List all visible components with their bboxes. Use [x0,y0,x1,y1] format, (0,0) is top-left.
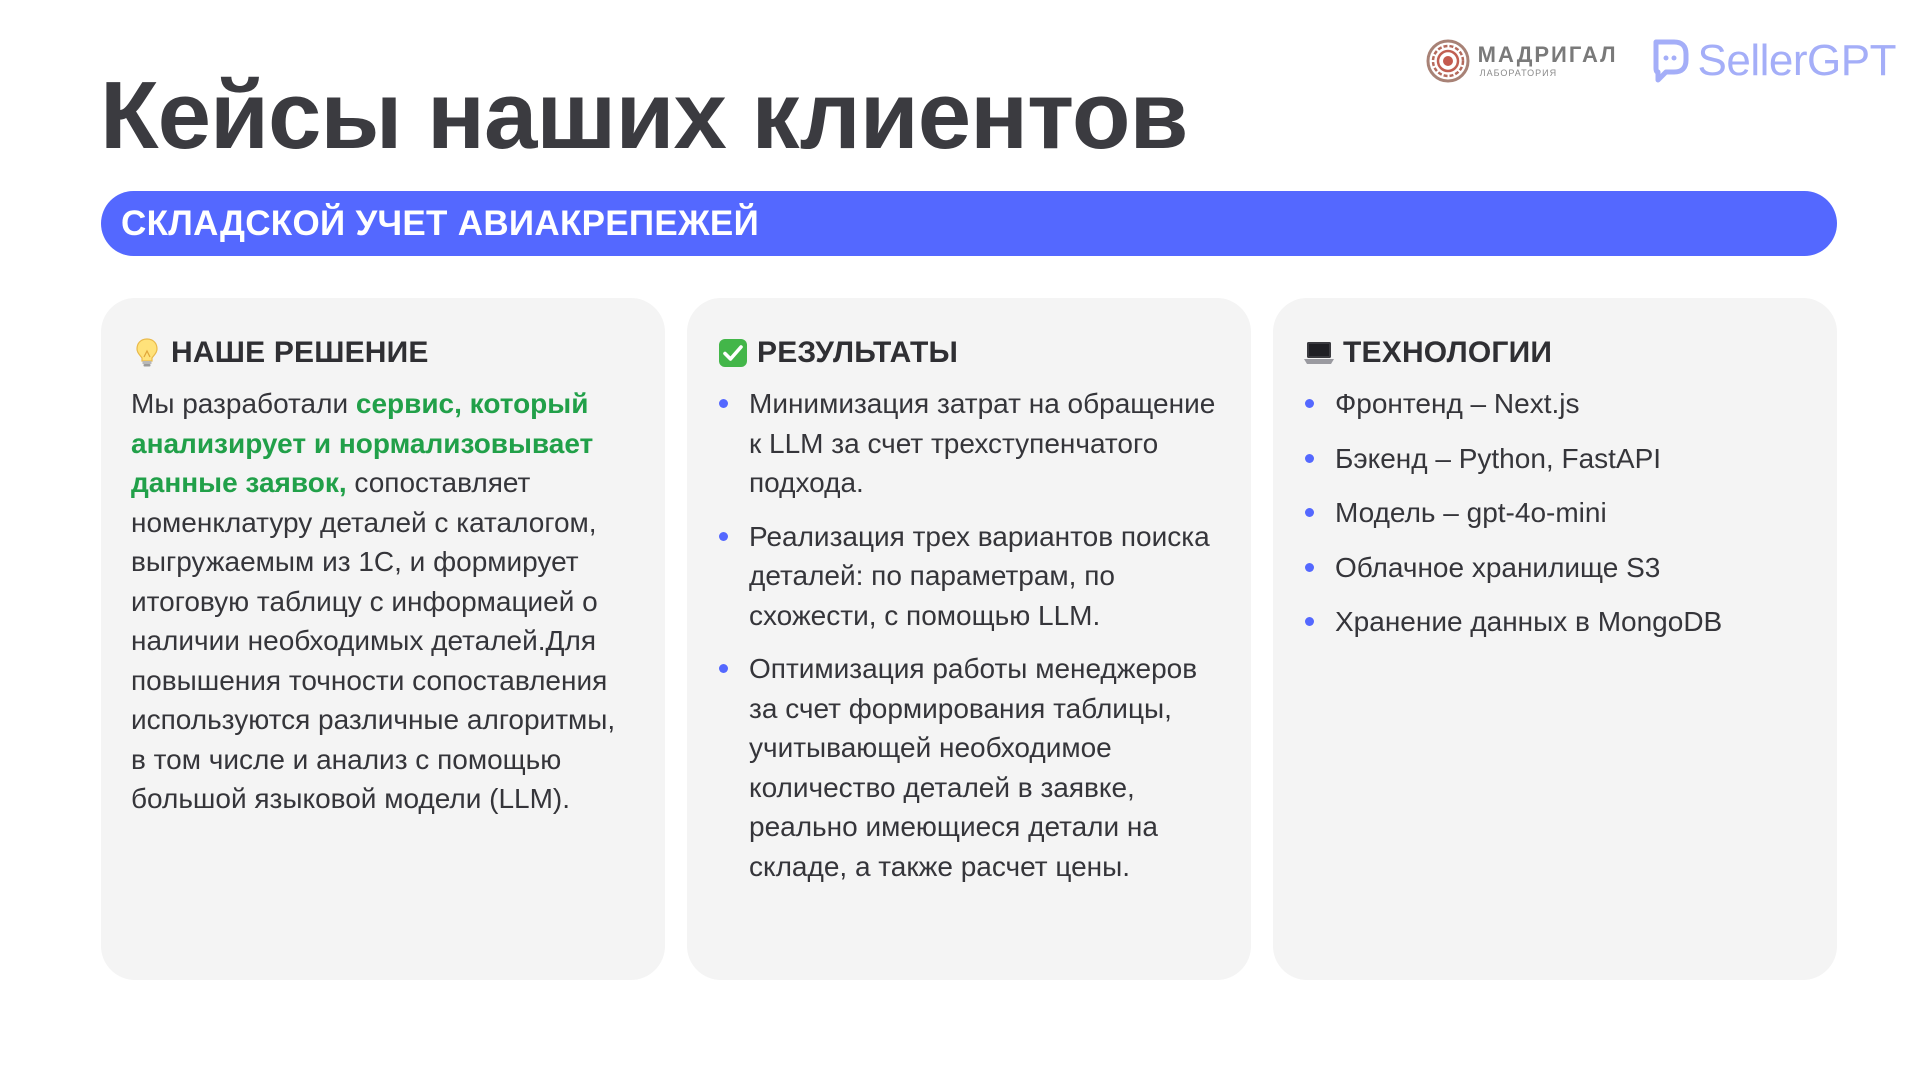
case-banner-label: СКЛАДСКОЙ УЧЕТ АВИАКРЕПЕЖЕЙ [121,203,760,243]
tech-heading [1303,336,1809,370]
solution-text-end: сопоставляет номенклатуру деталей с каталогом, выгружаемым из 1С, и формирует итоговую таблицу с информацией о наличии необходимых деталей.Для повышения точности сопоставления используются различные алгоритмы, в том числе и анализ с помощью большой языковой модели (LLM). [131,467,616,814]
list-item: Хранение данных в MongoDB [1303,602,1809,642]
lightbulb-icon [131,337,163,369]
sellergpt-chat-icon [1652,38,1690,84]
madrigal-name: МАДРИГАЛ [1477,42,1618,67]
results-card [687,298,1251,980]
solution-highlight: сервис, который анализирует и нормализовывает данные заявок, [131,388,594,498]
solution-text [131,384,637,819]
tech-list [1303,384,1809,642]
results-heading [717,336,1223,370]
tech-card [1273,298,1837,980]
list-item: Фронтенд – Next.js [1303,384,1809,424]
solution-card [101,298,665,980]
solution-heading-label: НАШЕ РЕШЕНИЕ [171,336,429,369]
madrigal-emblem-icon [1426,39,1470,83]
madrigal-sub: ЛАБОРАТОРИЯ [1479,68,1558,78]
results-heading-label: РЕЗУЛЬТАТЫ [757,336,959,369]
check-box-icon [717,337,749,369]
list-item: Бэкенд – Python, FastAPI [1303,439,1809,479]
tech-heading-label: ТЕХНОЛОГИИ [1343,336,1553,369]
case-banner [101,191,1837,256]
sellergpt-name: SellerGPT [1697,36,1896,85]
list-item: Минимизация затрат на обращение к LLM за счет трехступенчатого подхода. [717,384,1223,503]
page-title: Кейсы наших клиентов [100,62,1188,169]
list-item: Облачное хранилище S3 [1303,548,1809,588]
list-item: Модель – gpt-4o-mini [1303,493,1809,533]
logos [1426,36,1896,86]
list-item: Реализация трех вариантов поиска деталей: по параметрам, по схожести, с помощью LLM. [717,517,1223,636]
solution-heading [131,336,637,370]
laptop-icon [1303,337,1335,369]
sellergpt-logo [1652,36,1896,86]
results-list [717,384,1223,886]
list-item: Оптимизация работы менеджеров за счет формирования таблицы, учитывающей необходимое количество деталей в заявке, реально имеющиеся детали на складе, а также расчет цены. [717,649,1223,886]
madrigal-logo [1426,39,1618,83]
solution-text-start: Мы разработали [131,388,356,419]
